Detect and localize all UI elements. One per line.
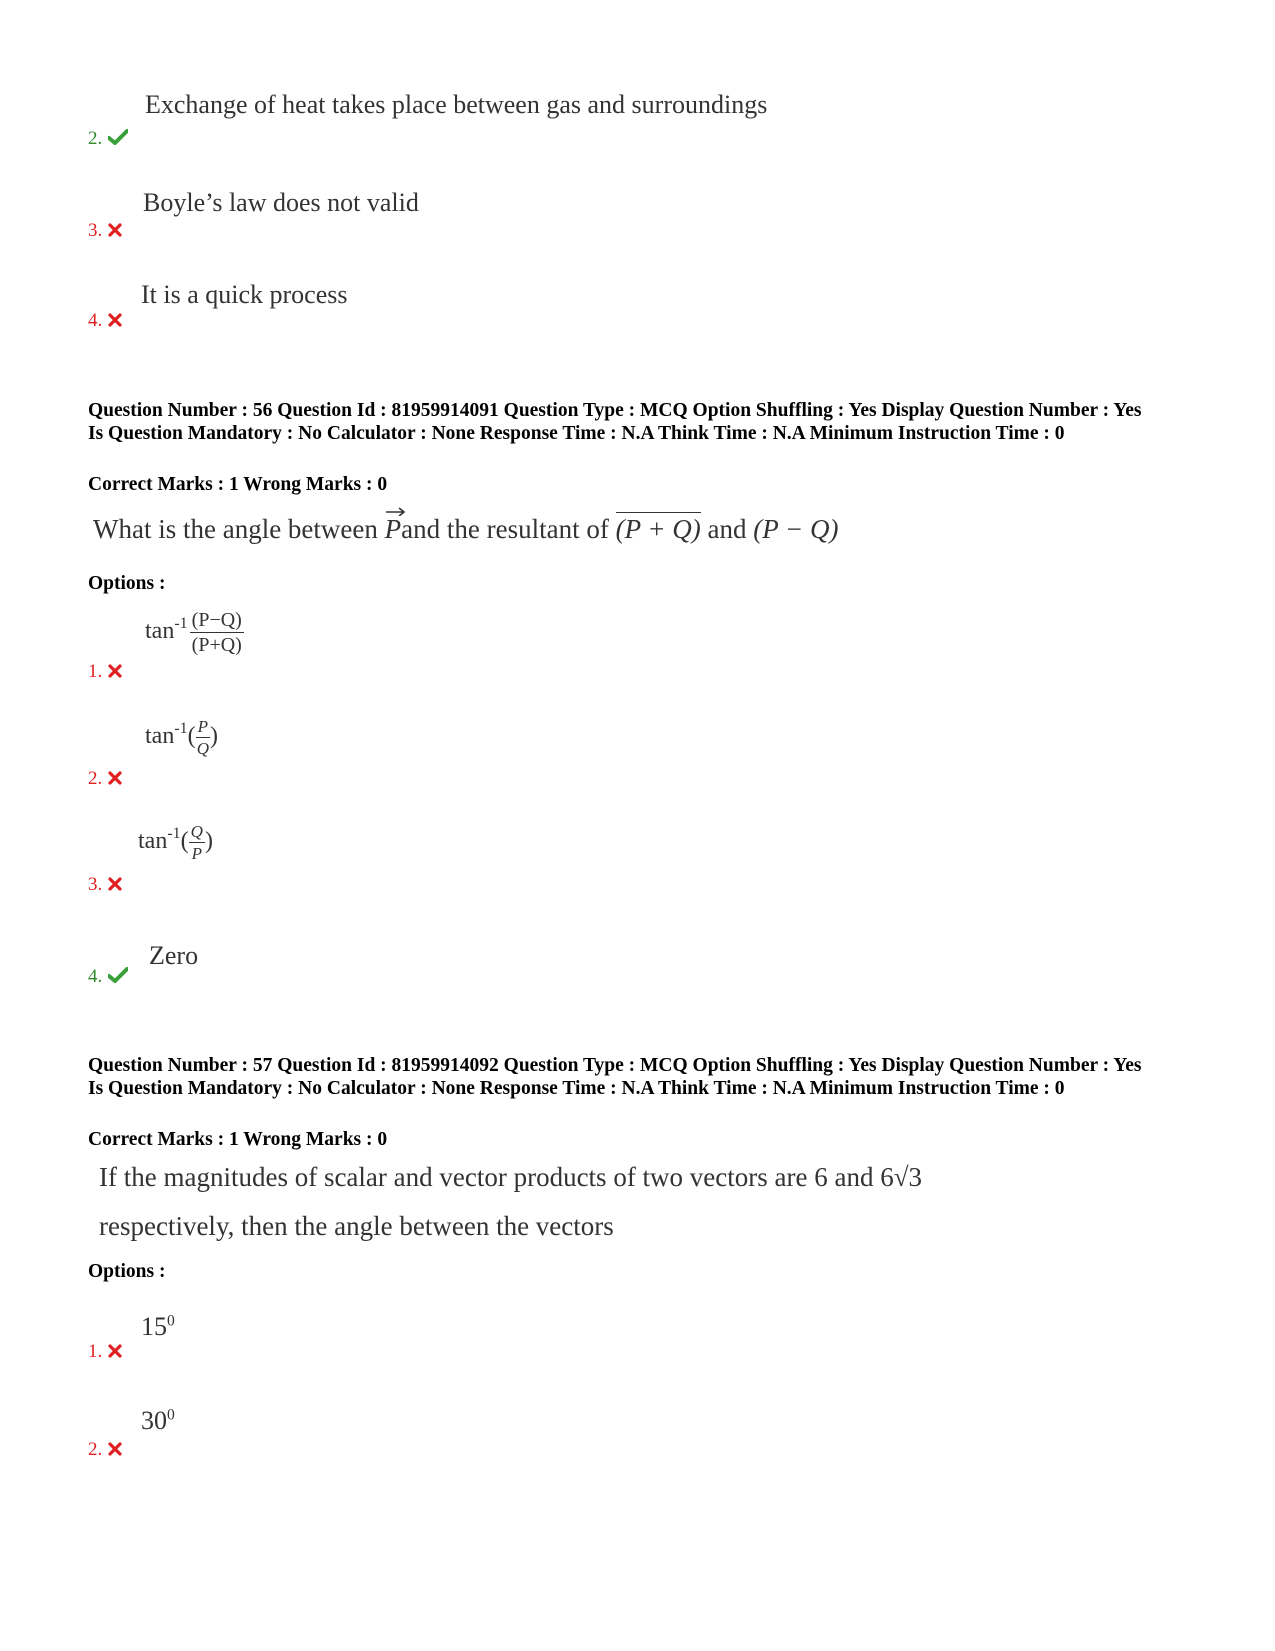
cross-icon [108,1342,122,1364]
option-number-wrong [88,220,122,243]
cross-icon [108,769,122,791]
question-56-text [93,514,839,545]
question-57-meta: Question Number : 57 Question Id : 81959914092 Question Type : MCQ Option Shuffling : Yes Display Question Number : Yes Is Question Mandatory : No Calculator : None Response Time : N.A Think Time : N.A Minimum Instruction Time : 0 [88,1055,1142,1099]
option-number: 1. [88,1341,103,1362]
option-number: 2. [88,768,103,789]
option-number-correct [88,128,128,151]
option-formula: $\tan^{-1}$( $\frac{Q}{P}$ ) [138,822,213,863]
option-formula: $\tan^{-1}$ $\frac{(P-Q)}{(P+Q)}$ [145,609,242,656]
option-number-wrong [88,768,122,791]
option-number: 4. [88,966,103,987]
checkmark-icon [108,967,128,989]
option-text: Zero [149,941,199,970]
options-label: Options : [88,573,166,594]
checkmark-icon [108,129,128,151]
expression-p-minus-q: (P − Q) [753,514,839,544]
option-number-correct [88,966,128,989]
question-text-part: and the resultant of [401,514,616,544]
cross-icon [108,1440,122,1462]
option-number: 4. [88,310,103,331]
option-number-wrong [88,874,122,897]
option-value: $15^0$ [141,1312,175,1341]
question-57-marks: Correct Marks : 1 Wrong Marks : 0 [88,1129,388,1150]
cross-icon [108,221,122,243]
option-number-wrong [88,661,122,684]
option-number-wrong [88,310,122,333]
option-number-wrong [88,1439,122,1462]
option-value: $30^0$ [141,1406,175,1435]
option-number: 2. [88,128,103,149]
question-text-part: and [700,514,754,544]
question-57-text-line-1: If the magnitudes of scalar and vector products of two vectors are 6 and 6√3 [99,1162,923,1192]
option-number: 3. [88,220,103,241]
question-text-part: What is the angle between [93,514,385,544]
question-56-meta: Question Number : 56 Question Id : 81959914091 Question Type : MCQ Option Shuffling : Yes Display Question Number : Yes Is Question Mandatory : No Calculator : None Response Time : N.A Think Time : N.A Minimum Instruction Time : 0 [88,400,1142,444]
cross-icon [108,662,122,684]
expression-p-plus-q: (P + Q) [615,514,701,544]
option-text: Exchange of heat takes place between gas and surroundings [145,90,768,119]
options-label: Options : [88,1261,166,1282]
cross-icon [108,875,122,897]
question-57-text-line-2: respectively, then the angle between the vectors [99,1211,614,1241]
option-number: 1. [88,661,103,682]
vector-p: P [385,514,402,545]
option-number: 2. [88,1439,103,1460]
option-text: Boyle’s law does not valid [143,188,419,217]
option-formula: $\tan^{-1}$( $\frac{P}{Q}$ ) [145,717,219,758]
option-number: 3. [88,874,103,895]
option-number-wrong [88,1341,122,1364]
option-text: It is a quick process [141,280,348,309]
question-56-marks: Correct Marks : 1 Wrong Marks : 0 [88,474,388,495]
cross-icon [108,311,122,333]
